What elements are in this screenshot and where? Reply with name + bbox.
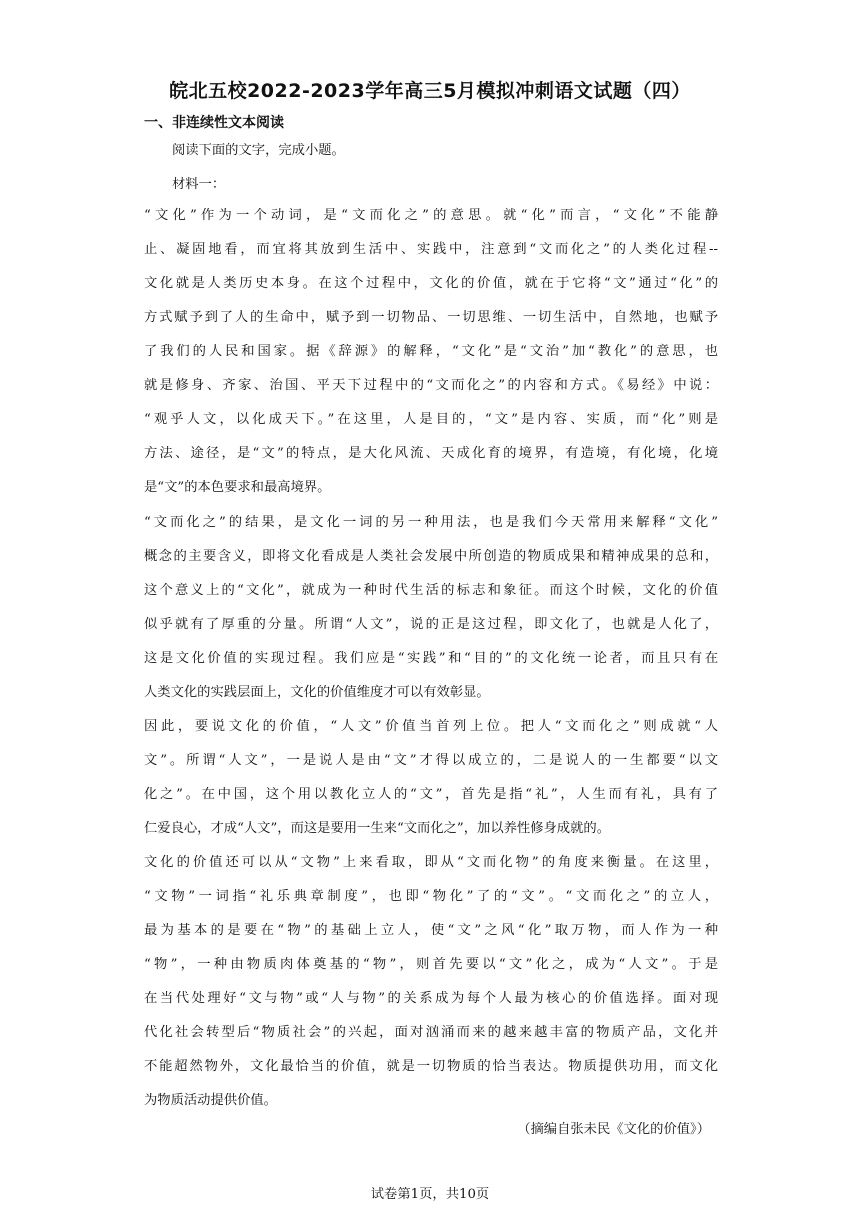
text-line: “文而化之”的结果，是文化一词的另一种用法，也是我们今天常用来解释“文化” xyxy=(144,515,718,530)
text-line: 这个意义上的“文化”，就成为一种时代生活的标志和象征。而这个时候，文化的价值 xyxy=(144,583,718,598)
text-line: 了我们的人民和国家。据《辞源》的解释，“文化”是“文治”加“教化”的意思，也 xyxy=(144,344,718,359)
text-line: 文化的价值还可以从“文物”上来看取，即从“文而化物”的角度来衡量。在这里， xyxy=(144,855,718,870)
text-line: 仁爱良心，才成“人文”，而这是要用一生来“文而化之”，加以养性修身成就的。 xyxy=(144,821,610,836)
page-title: 皖北五校2022-2023学年高三5月模拟冲刺语文试题（四） xyxy=(169,80,691,102)
text-line: 似乎就有了厚重的分量。所谓“人文”，说的正是这过程，即文化了，也就是人化了， xyxy=(144,617,718,632)
text-line: 方式赋予到了人的生命中，赋予到一切物品、一切思维、一切生活中，自然地，也赋予 xyxy=(144,310,718,325)
text-line: 最为基本的是要在“物”的基础上立人，使“文”之风“化”取万物，而人作为一种 xyxy=(144,923,718,938)
source-citation: （摘编自张未民《文化的价值》） xyxy=(517,1122,710,1137)
text-line: 人类文化的实践层面上，文化的价值维度才可以有效彰显。 xyxy=(144,685,490,700)
text-line: “文物”一词指“礼乐典章制度”，也即“物化”了的“文”。“文而化之”的立人， xyxy=(144,889,718,904)
text-line: 是“文”的本色要求和最高境界。 xyxy=(144,480,331,495)
text-line: “观乎人文，以化成天下。”在这里，人是目的，“文”是内容、实质，而“化”则是 xyxy=(144,412,718,427)
text-line: 就是修身、齐家、治国、平天下过程中的“文而化之”的内容和方式。《易经》中说： xyxy=(144,378,718,393)
text-line: “文化”作为一个动词，是“文而化之”的意思。就“化”而言，“文化”不能静 xyxy=(144,208,718,223)
text-line: 文”。所谓“人文”，一是说人是由“文”才得以成立的，二是说人的一生都要“以文 xyxy=(144,753,718,768)
text-line: 方法、途径，是“文”的特点，是大化风流、天成化育的境界，有造境，有化境，化境 xyxy=(144,446,718,461)
text-line: 为物质活动提供价值。 xyxy=(144,1093,277,1108)
text-line: 在当代处理好“文与物”或“人与物”的关系成为每个人最为核心的价值选择。面对现 xyxy=(144,991,718,1006)
text-line: 概念的主要含义，即将文化看成是人类社会发展中所创造的物质成果和精神成果的总和， xyxy=(144,549,718,564)
text-line: 这是文化价值的实现过程。我们应是“实践”和“目的”的文化统一论者，而且只有在 xyxy=(144,651,718,666)
section-heading: 一、非连续性文本阅读 xyxy=(144,115,284,131)
page-footer: 试卷第1页，共10页 xyxy=(370,1187,490,1202)
text-line: 不能超然物外，文化最恰当的价值，就是一切物质的恰当表达。物质提供功用，而文化 xyxy=(144,1059,718,1074)
text-line: 代化社会转型后“物质社会”的兴起，面对汹涌而来的越来越丰富的物质产品，文化并 xyxy=(144,1025,718,1040)
text-line: 止、凝固地看，而宜将其放到生活中、实践中，注意到“文而化之”的人类化过程-- xyxy=(144,242,718,257)
material-label: 材料一： xyxy=(172,177,226,192)
text-line: “物”，一种由物质肉体奠基的“物”，则首先要以“文”化之，成为“人文”。于是 xyxy=(144,957,718,972)
text-line: 文化就是人类历史本身。在这个过程中，文化的价值，就在于它将“文”通过“化”的 xyxy=(144,276,718,291)
instruction-text: 阅读下面的文字，完成小题。 xyxy=(172,143,345,158)
text-line: 因此，要说文化的价值，“人文”价值当首列上位。把人“文而化之”则成就“人 xyxy=(144,719,718,734)
text-line: 化之”。在中国，这个用以教化立人的“文”，首先是指“礼”，人生而有礼，具有了 xyxy=(144,787,718,802)
